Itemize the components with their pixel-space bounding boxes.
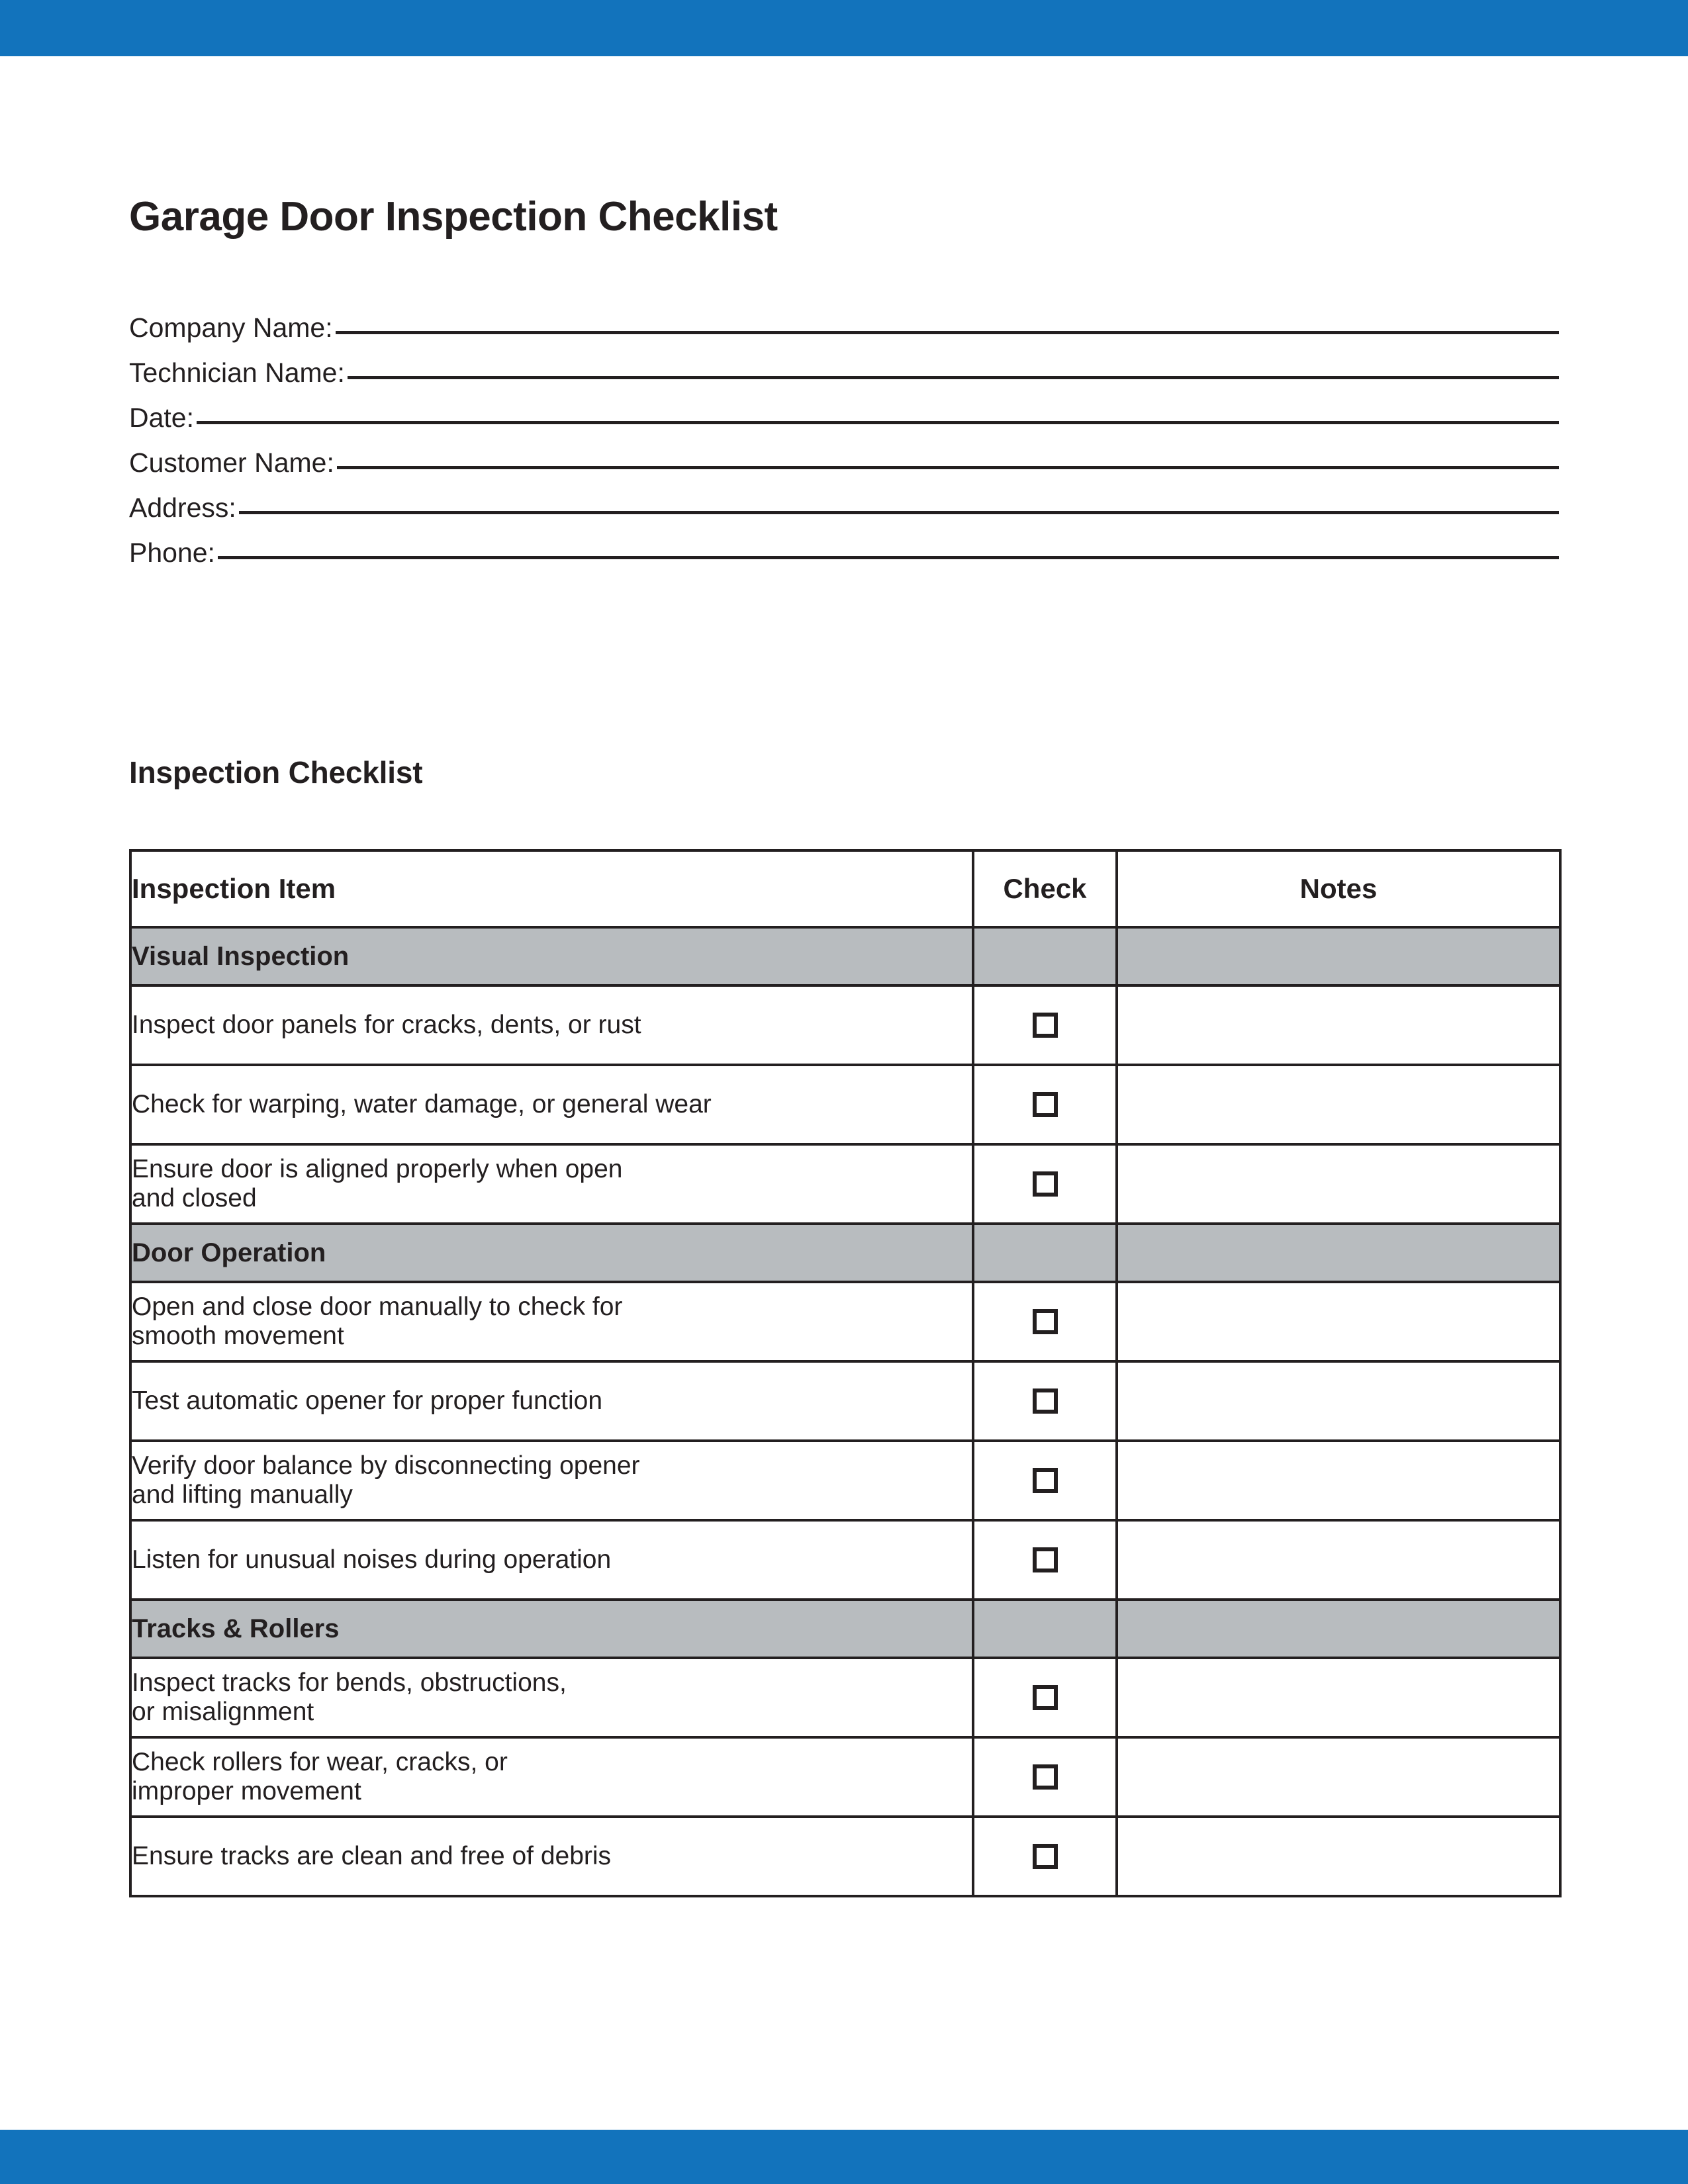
notes-cell[interactable] — [1117, 1658, 1560, 1737]
checkbox-icon[interactable] — [1033, 1171, 1058, 1197]
checkbox-icon[interactable] — [1033, 1013, 1058, 1038]
checklist-group-row — [130, 927, 1560, 985]
checkbox-icon[interactable] — [1033, 1468, 1058, 1493]
form-field-write-line[interactable] — [218, 556, 1559, 559]
checklist-group-check-spacer — [973, 1224, 1117, 1282]
check-cell[interactable] — [973, 1658, 1117, 1737]
checkbox-icon[interactable] — [1033, 1092, 1058, 1117]
top-brand-band — [0, 0, 1688, 56]
check-cell[interactable] — [973, 1817, 1117, 1896]
column-header-inspection-item: Inspection Item — [130, 850, 973, 927]
inspection-item-text: Inspect tracks for bends, obstructions, or misalignment — [130, 1658, 973, 1737]
check-cell[interactable] — [973, 985, 1117, 1065]
checklist-group-label: Door Operation — [130, 1224, 973, 1282]
table-body — [130, 927, 1560, 1896]
checklist-group-check-spacer — [973, 1600, 1117, 1658]
checklist-table-container — [129, 849, 1559, 1897]
checkbox-icon[interactable] — [1033, 1844, 1058, 1869]
check-cell[interactable] — [973, 1520, 1117, 1600]
inspection-item-text: Ensure tracks are clean and free of debris — [130, 1817, 973, 1896]
inspection-checklist-heading: Inspection Checklist — [129, 755, 423, 790]
form-field-row — [129, 537, 1559, 582]
table-row — [130, 1065, 1560, 1144]
form-field-label: Address: — [129, 492, 236, 523]
check-cell[interactable] — [973, 1361, 1117, 1441]
inspection-item-text: Listen for unusual noises during operation — [130, 1520, 973, 1600]
form-field-row — [129, 357, 1559, 402]
form-field-label: Company Name: — [129, 312, 333, 343]
checklist-group-label: Visual Inspection — [130, 927, 973, 985]
checkbox-icon[interactable] — [1033, 1309, 1058, 1334]
table-row — [130, 1658, 1560, 1737]
checklist-group-notes-spacer — [1117, 1600, 1560, 1658]
table-row — [130, 1144, 1560, 1224]
check-cell[interactable] — [973, 1065, 1117, 1144]
notes-cell[interactable] — [1117, 1361, 1560, 1441]
notes-cell[interactable] — [1117, 1144, 1560, 1224]
notes-cell[interactable] — [1117, 1520, 1560, 1600]
notes-cell[interactable] — [1117, 1065, 1560, 1144]
checklist-group-notes-spacer — [1117, 1224, 1560, 1282]
table-row — [130, 1520, 1560, 1600]
notes-cell[interactable] — [1117, 1282, 1560, 1361]
bottom-brand-band — [0, 2130, 1688, 2184]
inspection-checklist-table — [129, 849, 1562, 1897]
check-cell[interactable] — [973, 1441, 1117, 1520]
form-field-row — [129, 447, 1559, 492]
form-field-row — [129, 492, 1559, 537]
notes-cell[interactable] — [1117, 985, 1560, 1065]
checkbox-icon[interactable] — [1033, 1685, 1058, 1710]
table-row — [130, 1817, 1560, 1896]
table-row — [130, 1282, 1560, 1361]
table-header — [130, 850, 1560, 927]
table-header-row — [130, 850, 1560, 927]
inspection-item-text: Verify door balance by disconnecting opener and lifting manually — [130, 1441, 973, 1520]
form-field-label: Technician Name: — [129, 357, 345, 388]
checklist-group-row — [130, 1224, 1560, 1282]
checklist-group-label: Tracks & Rollers — [130, 1600, 973, 1658]
form-field-label: Phone: — [129, 537, 215, 568]
form-field-write-line[interactable] — [239, 511, 1559, 514]
form-field-write-line[interactable] — [348, 376, 1559, 379]
checkbox-icon[interactable] — [1033, 1388, 1058, 1414]
check-cell[interactable] — [973, 1737, 1117, 1817]
inspection-item-text: Check rollers for wear, cracks, or improper movement — [130, 1737, 973, 1817]
form-field-label: Customer Name: — [129, 447, 334, 478]
form-field-row — [129, 402, 1559, 447]
table-row — [130, 1441, 1560, 1520]
table-row — [130, 1361, 1560, 1441]
header-form-fields — [129, 312, 1559, 582]
column-header-check: Check — [973, 850, 1117, 927]
table-row — [130, 1737, 1560, 1817]
notes-cell[interactable] — [1117, 1441, 1560, 1520]
notes-cell[interactable] — [1117, 1817, 1560, 1896]
inspection-item-text: Open and close door manually to check for smooth movement — [130, 1282, 973, 1361]
notes-cell[interactable] — [1117, 1737, 1560, 1817]
inspection-item-text: Check for warping, water damage, or general wear — [130, 1065, 973, 1144]
inspection-item-text: Test automatic opener for proper function — [130, 1361, 973, 1441]
check-cell[interactable] — [973, 1144, 1117, 1224]
form-field-write-line[interactable] — [337, 466, 1559, 469]
inspection-item-text: Ensure door is aligned properly when open and closed — [130, 1144, 973, 1224]
page-title: Garage Door Inspection Checklist — [129, 194, 778, 240]
inspection-item-text: Inspect door panels for cracks, dents, or rust — [130, 985, 973, 1065]
checklist-group-row — [130, 1600, 1560, 1658]
table-row — [130, 985, 1560, 1065]
form-field-row — [129, 312, 1559, 357]
checklist-group-check-spacer — [973, 927, 1117, 985]
checkbox-icon[interactable] — [1033, 1764, 1058, 1790]
form-field-write-line[interactable] — [197, 421, 1559, 424]
form-field-write-line[interactable] — [336, 331, 1559, 334]
column-header-notes: Notes — [1117, 850, 1560, 927]
checklist-group-notes-spacer — [1117, 927, 1560, 985]
form-field-label: Date: — [129, 402, 194, 433]
checkbox-icon[interactable] — [1033, 1547, 1058, 1572]
check-cell[interactable] — [973, 1282, 1117, 1361]
